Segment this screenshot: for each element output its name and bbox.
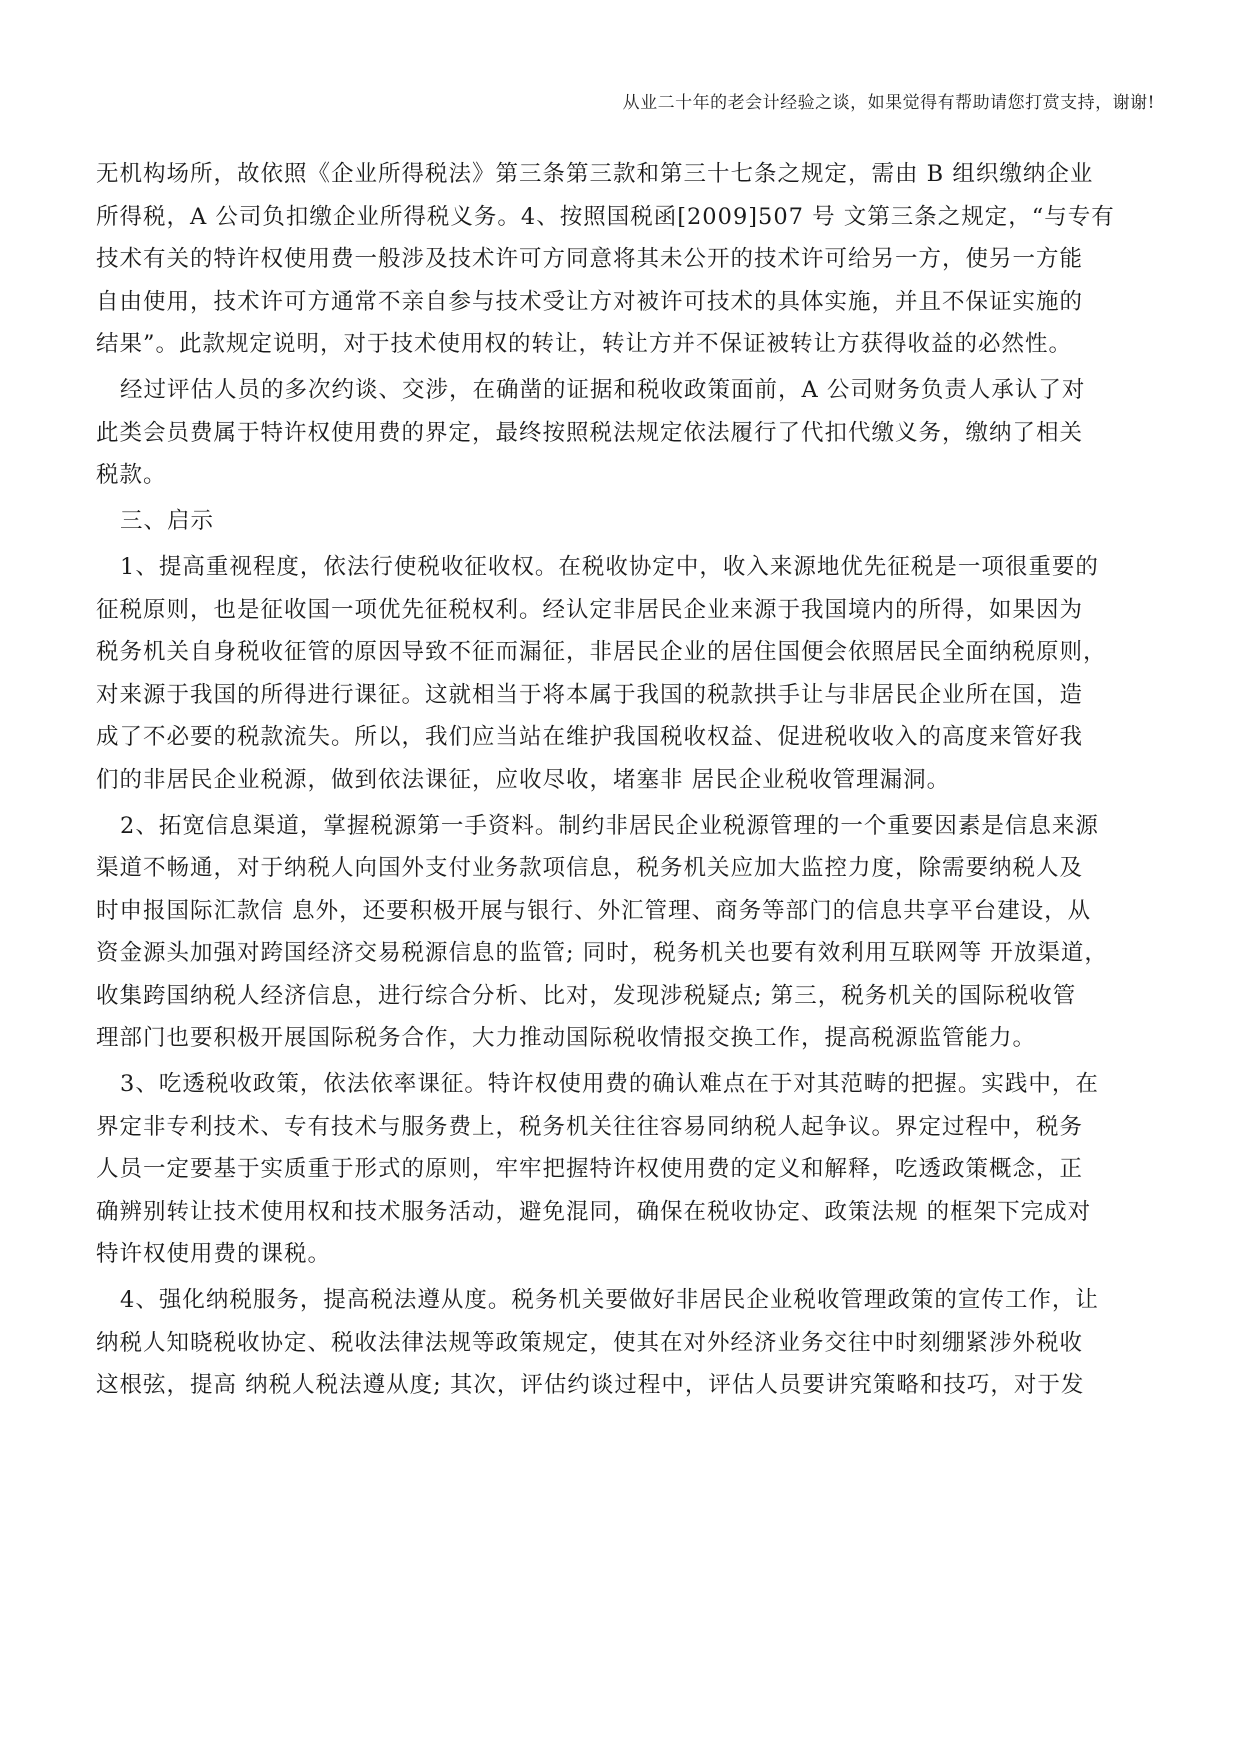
text-line: 4、强化纳税服务，提高税法遵从度。税务机关要做好非居民企业税收管理政策的宣传工作，让 xyxy=(120,1287,1099,1313)
text-line: 经过评估人员的多次约谈、交涉，在确凿的证据和税收政策面前，A 公司财务负责人承认了对 xyxy=(120,377,1086,403)
text-line: 此类会员费属于特许权使用费的界定，最终按照税法规定依法履行了代扣代缴义务，缴纳了相关 xyxy=(96,419,1084,446)
text-line: 2、拓宽信息渠道，掌握税源第一手资料。制约非居民企业税源管理的一个重要因素是信息来源 xyxy=(120,812,1099,839)
text-line: 渠道不畅通，对于纳税人向国外支付业务款项信息，税务机关应加大监控力度，除需要纳税人及 xyxy=(96,855,1084,881)
paragraph-point-3 xyxy=(96,1063,1146,1276)
text-line: 特许权使用费的课税。 xyxy=(96,1241,332,1267)
text-line: 们的非居民企业税源，做到依法课征，应收尽收，堵塞非 居民企业税收管理漏洞。 xyxy=(96,766,951,793)
text-line: 纳税人知晓税收协定、税收法律法规等政策规定，使其在对外经济业务交往中时刻绷紧涉外税收 xyxy=(96,1329,1084,1356)
header-note: 从业二十年的老会计经验之谈，如果觉得有帮助请您打赏支持，谢谢! xyxy=(622,93,1155,113)
paragraph-point-4 xyxy=(96,1279,1146,1407)
text-line: 资金源头加强对跨国经济交易税源信息的监管; 同时，税务机关也要有效利用互联网等 开放渠道， xyxy=(96,940,1108,966)
text-line: 所得税，A 公司负扣缴企业所得税义务。4、按照国税函[2009]507 号 文第三条之规定，“与专有 xyxy=(96,203,1115,230)
text-line: 3、吃透税收政策，依法依率课征。特许权使用费的确认难点在于对其范畴的把握。实践中，在 xyxy=(120,1071,1099,1097)
text-line: 自由使用，技术许可方通常不亲自参与技术受让方对被许可技术的具体实施，并且不保证实施的 xyxy=(96,288,1084,315)
section-heading xyxy=(96,500,1146,543)
text-line: 人员一定要基于实质重于形式的原则，牢牢把握特许权使用费的定义和解释，吃透政策概念，正 xyxy=(96,1156,1084,1182)
text-line: 税款。 xyxy=(96,462,167,488)
document-body xyxy=(96,153,1146,1410)
text-line: 理部门也要积极开展国际税务合作，大力推动国际税收情报交换工作，提高税源监管能力。 xyxy=(96,1025,1037,1051)
paragraph-point-1 xyxy=(96,546,1146,801)
text-line: 收集跨国纳税人经济信息，进行综合分析、比对，发现涉税疑点; 第三，税务机关的国际税收管 xyxy=(96,982,1077,1009)
text-line: 对来源于我国的所得进行课征。这就相当于将本属于我国的税款拱手让与非居民企业所在国，造 xyxy=(96,681,1084,708)
text-line: 税务机关自身税收征管的原因导致不征而漏征，非居民企业的居住国便会依照居民全面纳税原则， xyxy=(96,639,1107,665)
text-line: 1、提高重视程度，依法行使税收征收权。在税收协定中，收入来源地优先征税是一项很重要的 xyxy=(120,554,1099,580)
paragraph-continuation xyxy=(96,153,1146,366)
text-line: 这根弦，提高 纳税人税法遵从度; 其次，评估约谈过程中，评估人员要讲究策略和技巧，对于发 xyxy=(96,1372,1085,1398)
text-line: 技术有关的特许权使用费一般涉及技术许可方同意将其未公开的技术许可给另一方，使另一方能 xyxy=(96,246,1084,272)
paragraph-point-2 xyxy=(96,805,1146,1060)
text-line: 确辨别转让技术使用权和技术服务活动，避免混同，确保在税收协定、政策法规 的框架下完成对 xyxy=(96,1198,1092,1225)
text-line: 成了不必要的税款流失。所以，我们应当站在维护我国税收权益、促进税收收入的高度来管好我 xyxy=(96,724,1084,750)
paragraph-evaluation-result xyxy=(96,369,1146,497)
text-line: 结果”。此款规定说明，对于技术使用权的转让，转让方并不保证被转让方获得收益的必然性。 xyxy=(96,331,1073,357)
text-line: 征税原则，也是征收国一项优先征税权利。经认定非居民企业来源于我国境内的所得，如果因为 xyxy=(96,596,1084,623)
text-line: 时申报国际汇款信 息外，还要积极开展与银行、外汇管理、商务等部门的信息共享平台建设，从 xyxy=(96,897,1092,924)
section-heading-text: 三、启示 xyxy=(120,508,215,534)
text-line: 界定非专利技术、专有技术与服务费上，税务机关往往容易同纳税人起争议。界定过程中，税务 xyxy=(96,1113,1084,1140)
text-line: 无机构场所，故依照《企业所得税法》第三条第三款和第三十七条之规定，需由 B 组织缴纳企业 xyxy=(96,161,1094,187)
